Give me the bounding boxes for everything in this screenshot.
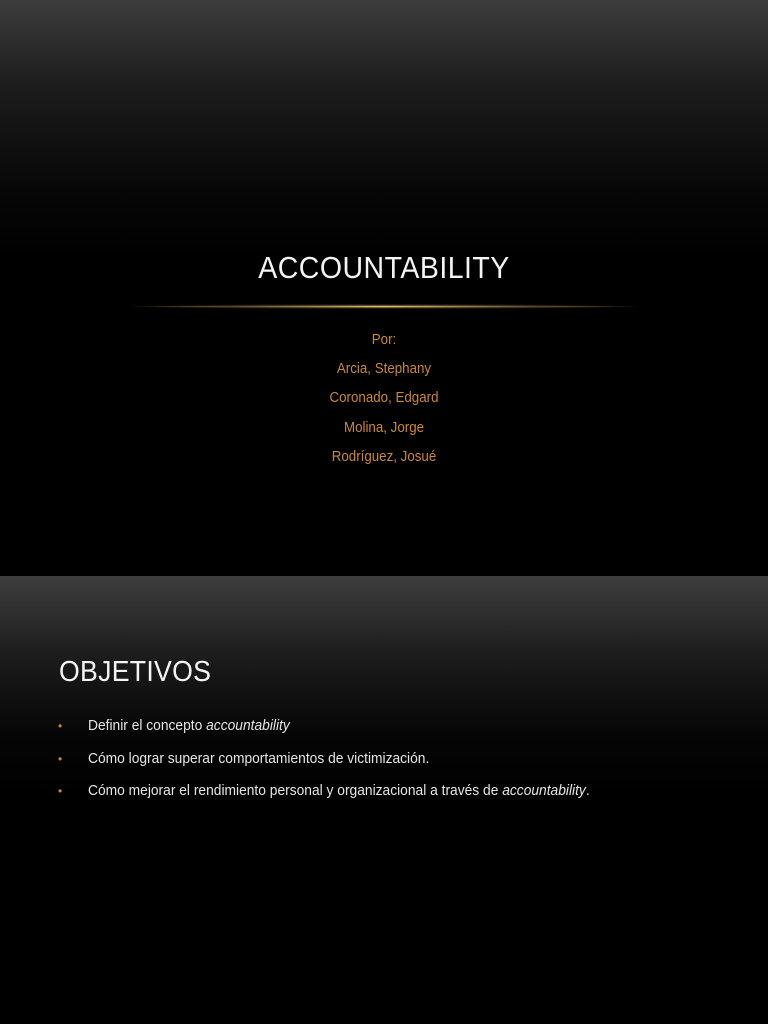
objetivos-heading: OBJETIVOS — [59, 656, 212, 688]
list-item — [58, 775, 758, 808]
bullet-dot-icon: • — [58, 719, 63, 733]
bullet-dot-icon: • — [58, 751, 63, 766]
bullet-text-plain: Definir el concepto — [88, 717, 207, 734]
slide-title-heading: ACCOUNTABILITY — [258, 250, 510, 285]
bullet-dot-icon: • — [58, 784, 63, 798]
bullet-text-emphasis: accountability — [206, 717, 290, 734]
list-item — [58, 743, 758, 776]
presenter-name: Arcia, Stephany — [336, 361, 432, 378]
bullet-text-plain: Cómo lograr superar comportamientos de victimización. — [88, 749, 430, 767]
presenter-name: Coronado, Edgard — [329, 390, 439, 407]
list-item — [58, 710, 758, 743]
presenters-list — [0, 326, 768, 472]
bullet-text — [88, 710, 290, 743]
presenter-name: Molina, Jorge — [343, 419, 425, 436]
objetivos-bullet-list — [58, 710, 758, 808]
bullet-text — [88, 775, 590, 808]
bullet-text-suffix: . — [585, 782, 590, 799]
presenter-name: Rodríguez, Josué — [331, 448, 437, 465]
bullet-text — [88, 743, 429, 776]
bullet-text-emphasis: accountability — [502, 782, 586, 799]
bullet-text-plain: Cómo mejorar el rendimiento personal y organizacional a través de — [88, 782, 503, 799]
gold-divider-line — [130, 304, 638, 309]
subtitle-line-por: Por: — [371, 332, 397, 348]
